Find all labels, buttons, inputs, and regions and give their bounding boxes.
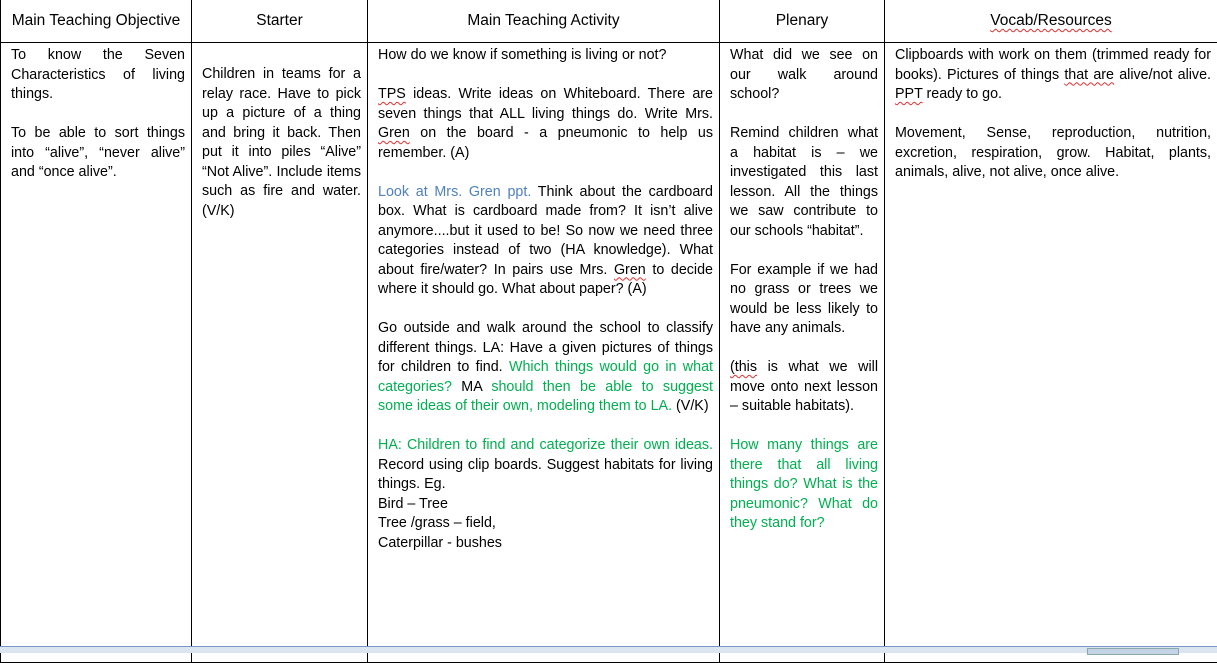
vocab-p2: Movement, Sense, reproduction, nutrition, excretion, respiration, grow. Habitat, plants, animals, alive, not alive, once alive.	[895, 124, 1211, 183]
header-activity: Main Teaching Activity	[368, 0, 720, 43]
header-row	[1, 0, 1217, 43]
activity-cell[interactable]	[368, 43, 720, 663]
plenary-p3: For example if we had no grass or trees we would be less likely to have any animals.	[730, 261, 878, 339]
header-objective: Main Teaching Objective	[1, 0, 192, 43]
objective-2: To be able to sort things into “alive”, “never alive” and “once alive”.	[11, 124, 185, 183]
header-starter: Starter	[192, 0, 368, 43]
objective-cell[interactable]	[1, 43, 192, 663]
activity-p1: How do we know if something is living or not?	[378, 46, 713, 66]
header-vocab: Vocab/Resources	[885, 0, 1217, 43]
plenary-cell[interactable]	[720, 43, 885, 663]
activity-p5: HA: Children to find and categorize their own ideas. Record using clip boards. Suggest habitats for living things. Eg.	[378, 436, 713, 495]
example-3: Caterpillar - bushes	[378, 534, 713, 554]
example-1: Bird – Tree	[378, 495, 713, 515]
vocab-p1: Clipboards with work on them (trimmed ready for books). Pictures of things that are alive/not alive. PPT ready to go.	[895, 46, 1211, 105]
content-row	[1, 43, 1217, 663]
activity-p4: Go outside and walk around the school to classify different things. LA: Have a given pictures of things for children to find. Which things would go in what categories? MA should then be able to suggest some ideas of their own, modeling them to LA. (V/K)	[378, 319, 713, 417]
starter-cell[interactable]	[192, 43, 368, 663]
activity-p3: Look at Mrs. Gren ppt. Think about the cardboard box. What is cardboard made from? It isn’t alive anymore....but it used to be! So now we need three categories instead of two (HA knowledge). What about fire/water? In pairs use Mrs. Gren to decide where it should go. What about paper? (A)	[378, 183, 713, 300]
plenary-p5: How many things are there that all living things do? What is the pneumonic? What do they stand for?	[730, 436, 878, 534]
plenary-p2: Remind children what a habitat is – we investigated this last lesson. All the things we saw contribute to our schools “habitat”.	[730, 124, 878, 241]
activity-p2: TPS ideas. Write ideas on Whiteboard. There are seven things that ALL living things do. Write Mrs. Gren on the board - a pneumonic to help us remember. (A)	[378, 85, 713, 163]
example-2: Tree /grass – field,	[378, 514, 713, 534]
vocab-cell[interactable]	[885, 43, 1217, 663]
objective-1: To know the Seven Characteristics of living things.	[11, 46, 185, 105]
starter-text: Children in teams for a relay race. Have to pick up a picture of a thing and bring it back. Then put it into piles “Alive” “Not Alive”. Include items such as fire and water. (V/K)	[202, 65, 361, 221]
plenary-p1: What did we see on our walk around school?	[730, 46, 878, 105]
header-plenary: Plenary	[720, 0, 885, 43]
plenary-p4: (this is what we will move onto next lesson – suitable habitats).	[730, 358, 878, 417]
